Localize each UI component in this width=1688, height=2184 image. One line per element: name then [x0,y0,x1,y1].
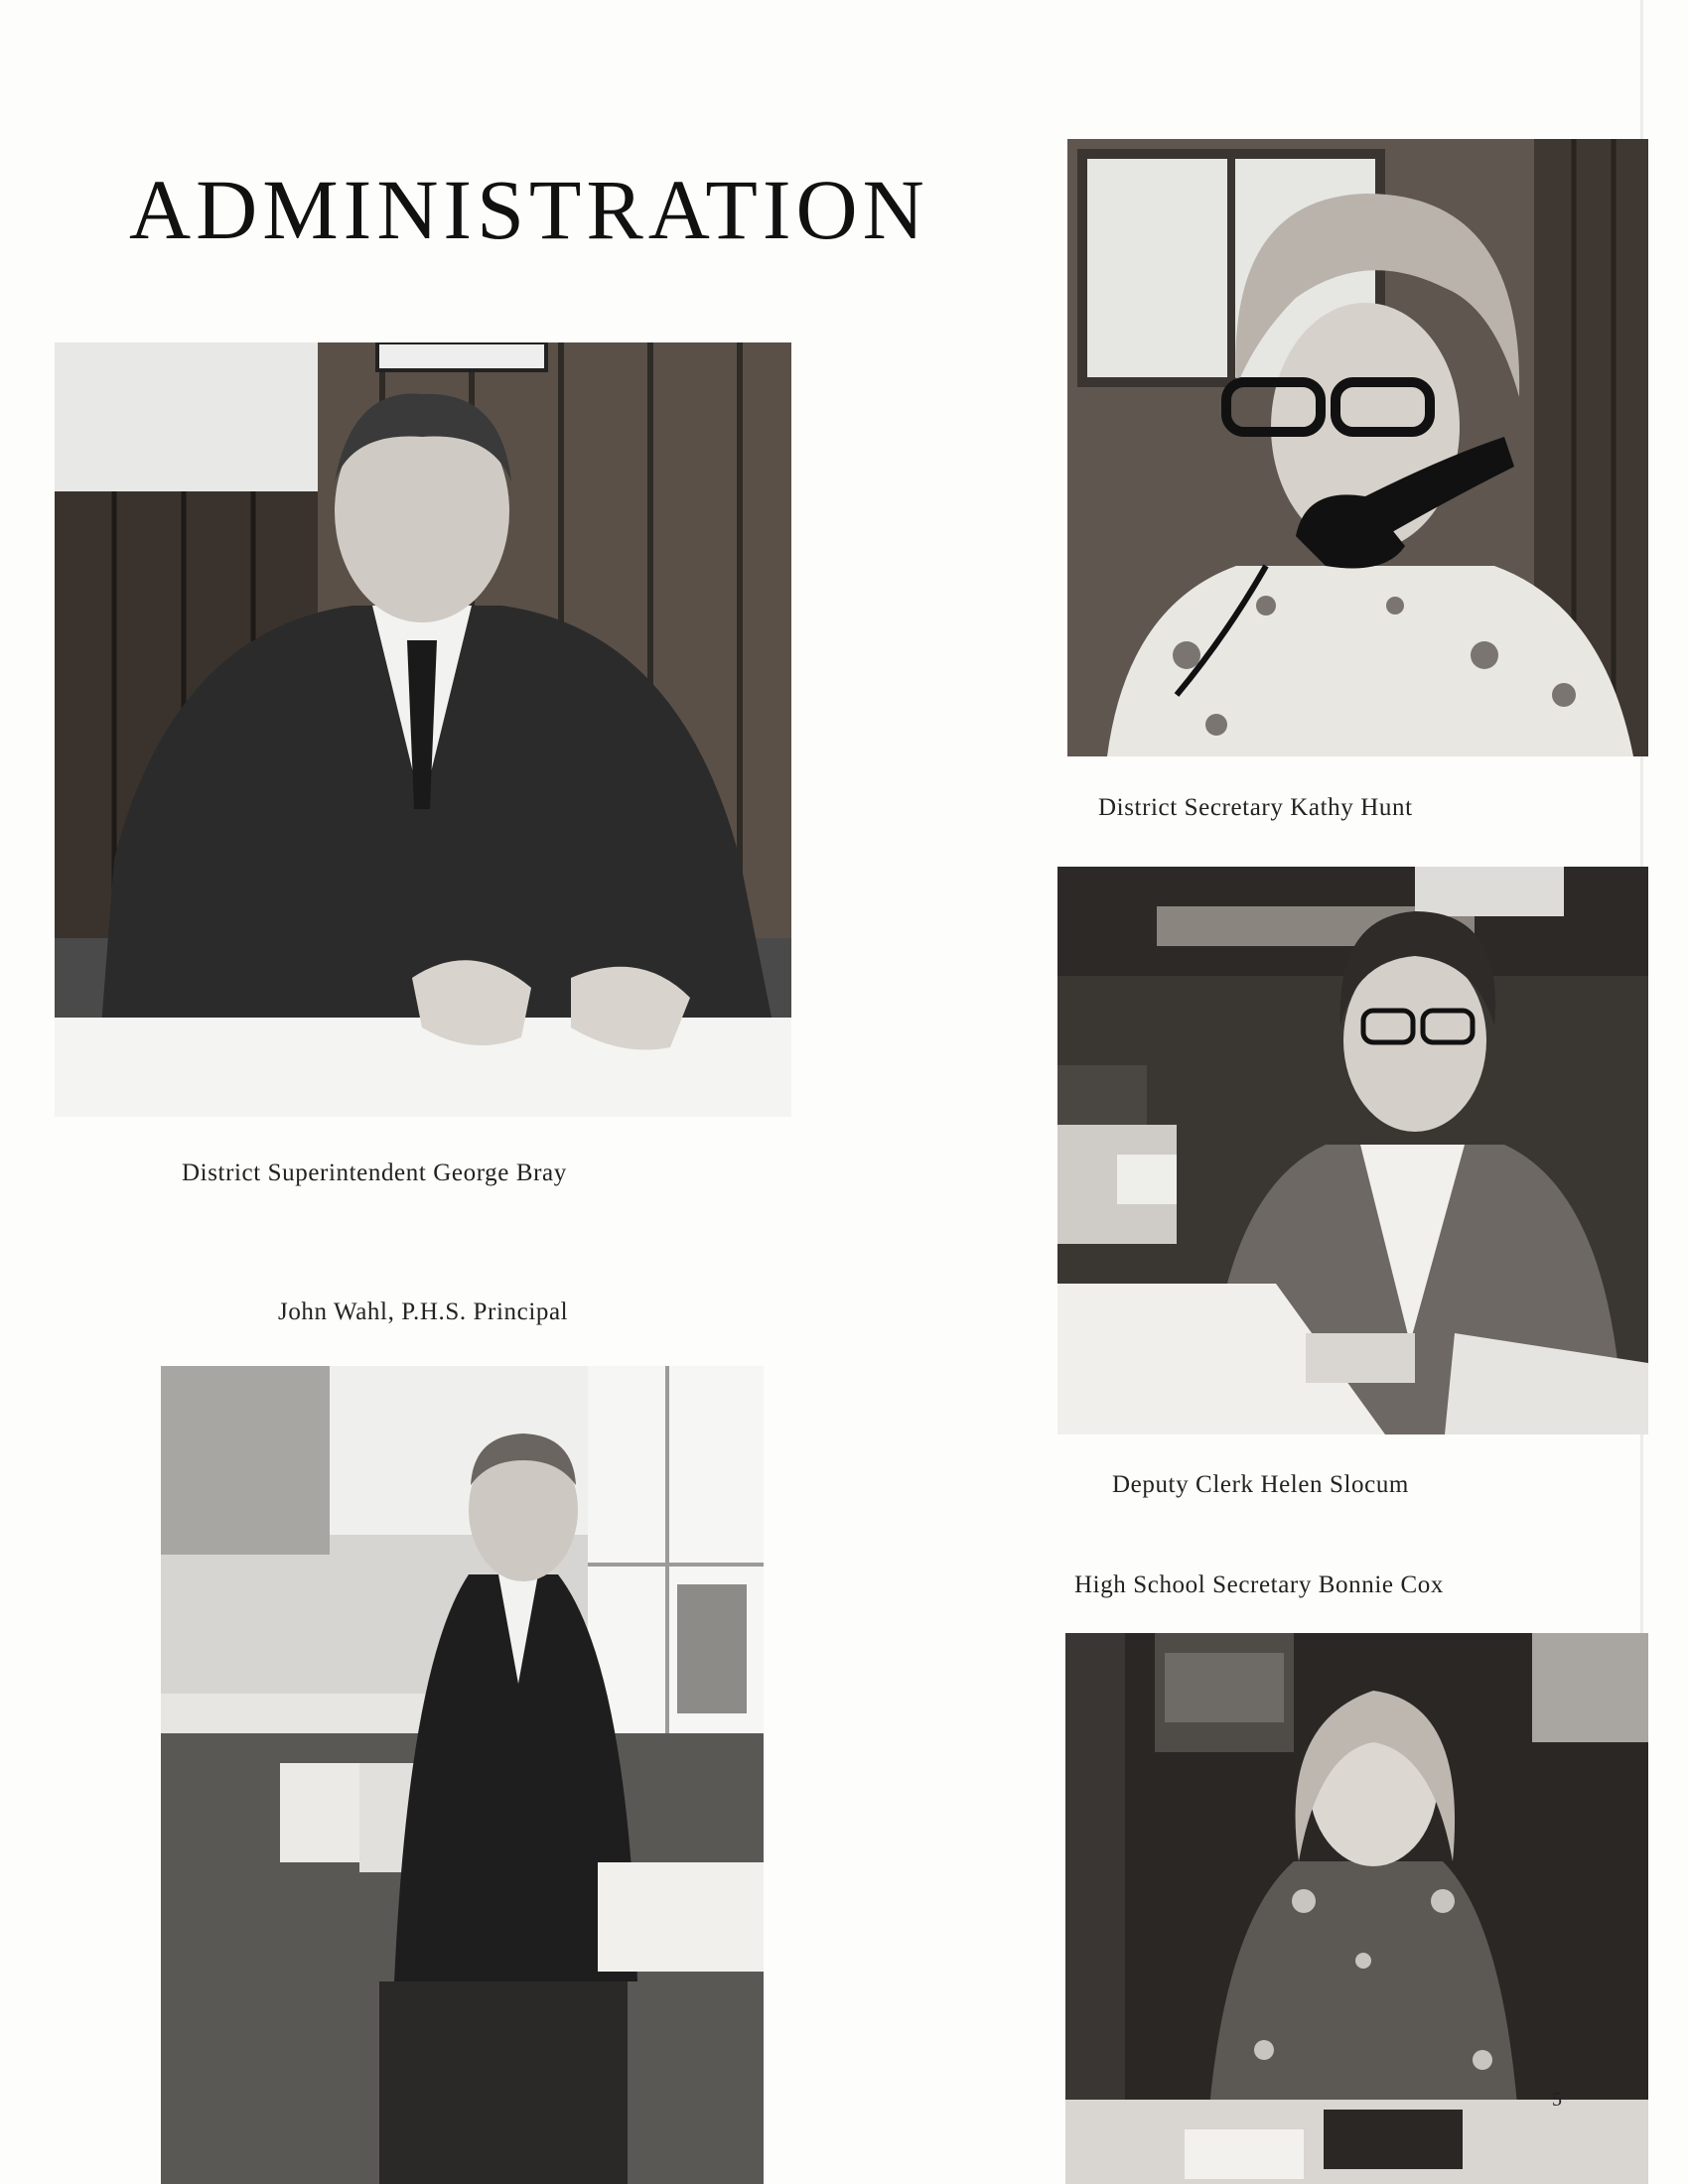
district-secretary-caption: District Secretary Kathy Hunt [1098,794,1413,821]
principal-photo [161,1366,764,2184]
page-number: 5 [1552,2089,1562,2111]
deputy-clerk-caption: Deputy Clerk Helen Slocum [1112,1471,1409,1498]
superintendent-caption: District Superintendent George Bray [182,1160,567,1186]
superintendent-photo [55,342,791,1117]
district-secretary-photo [1067,139,1648,756]
deputy-clerk-photo [1057,867,1648,1434]
page-title: ADMINISTRATION [129,162,929,257]
principal-caption: John Wahl, P.H.S. Principal [278,1298,569,1325]
hs-secretary-caption: High School Secretary Bonnie Cox [1074,1571,1444,1598]
